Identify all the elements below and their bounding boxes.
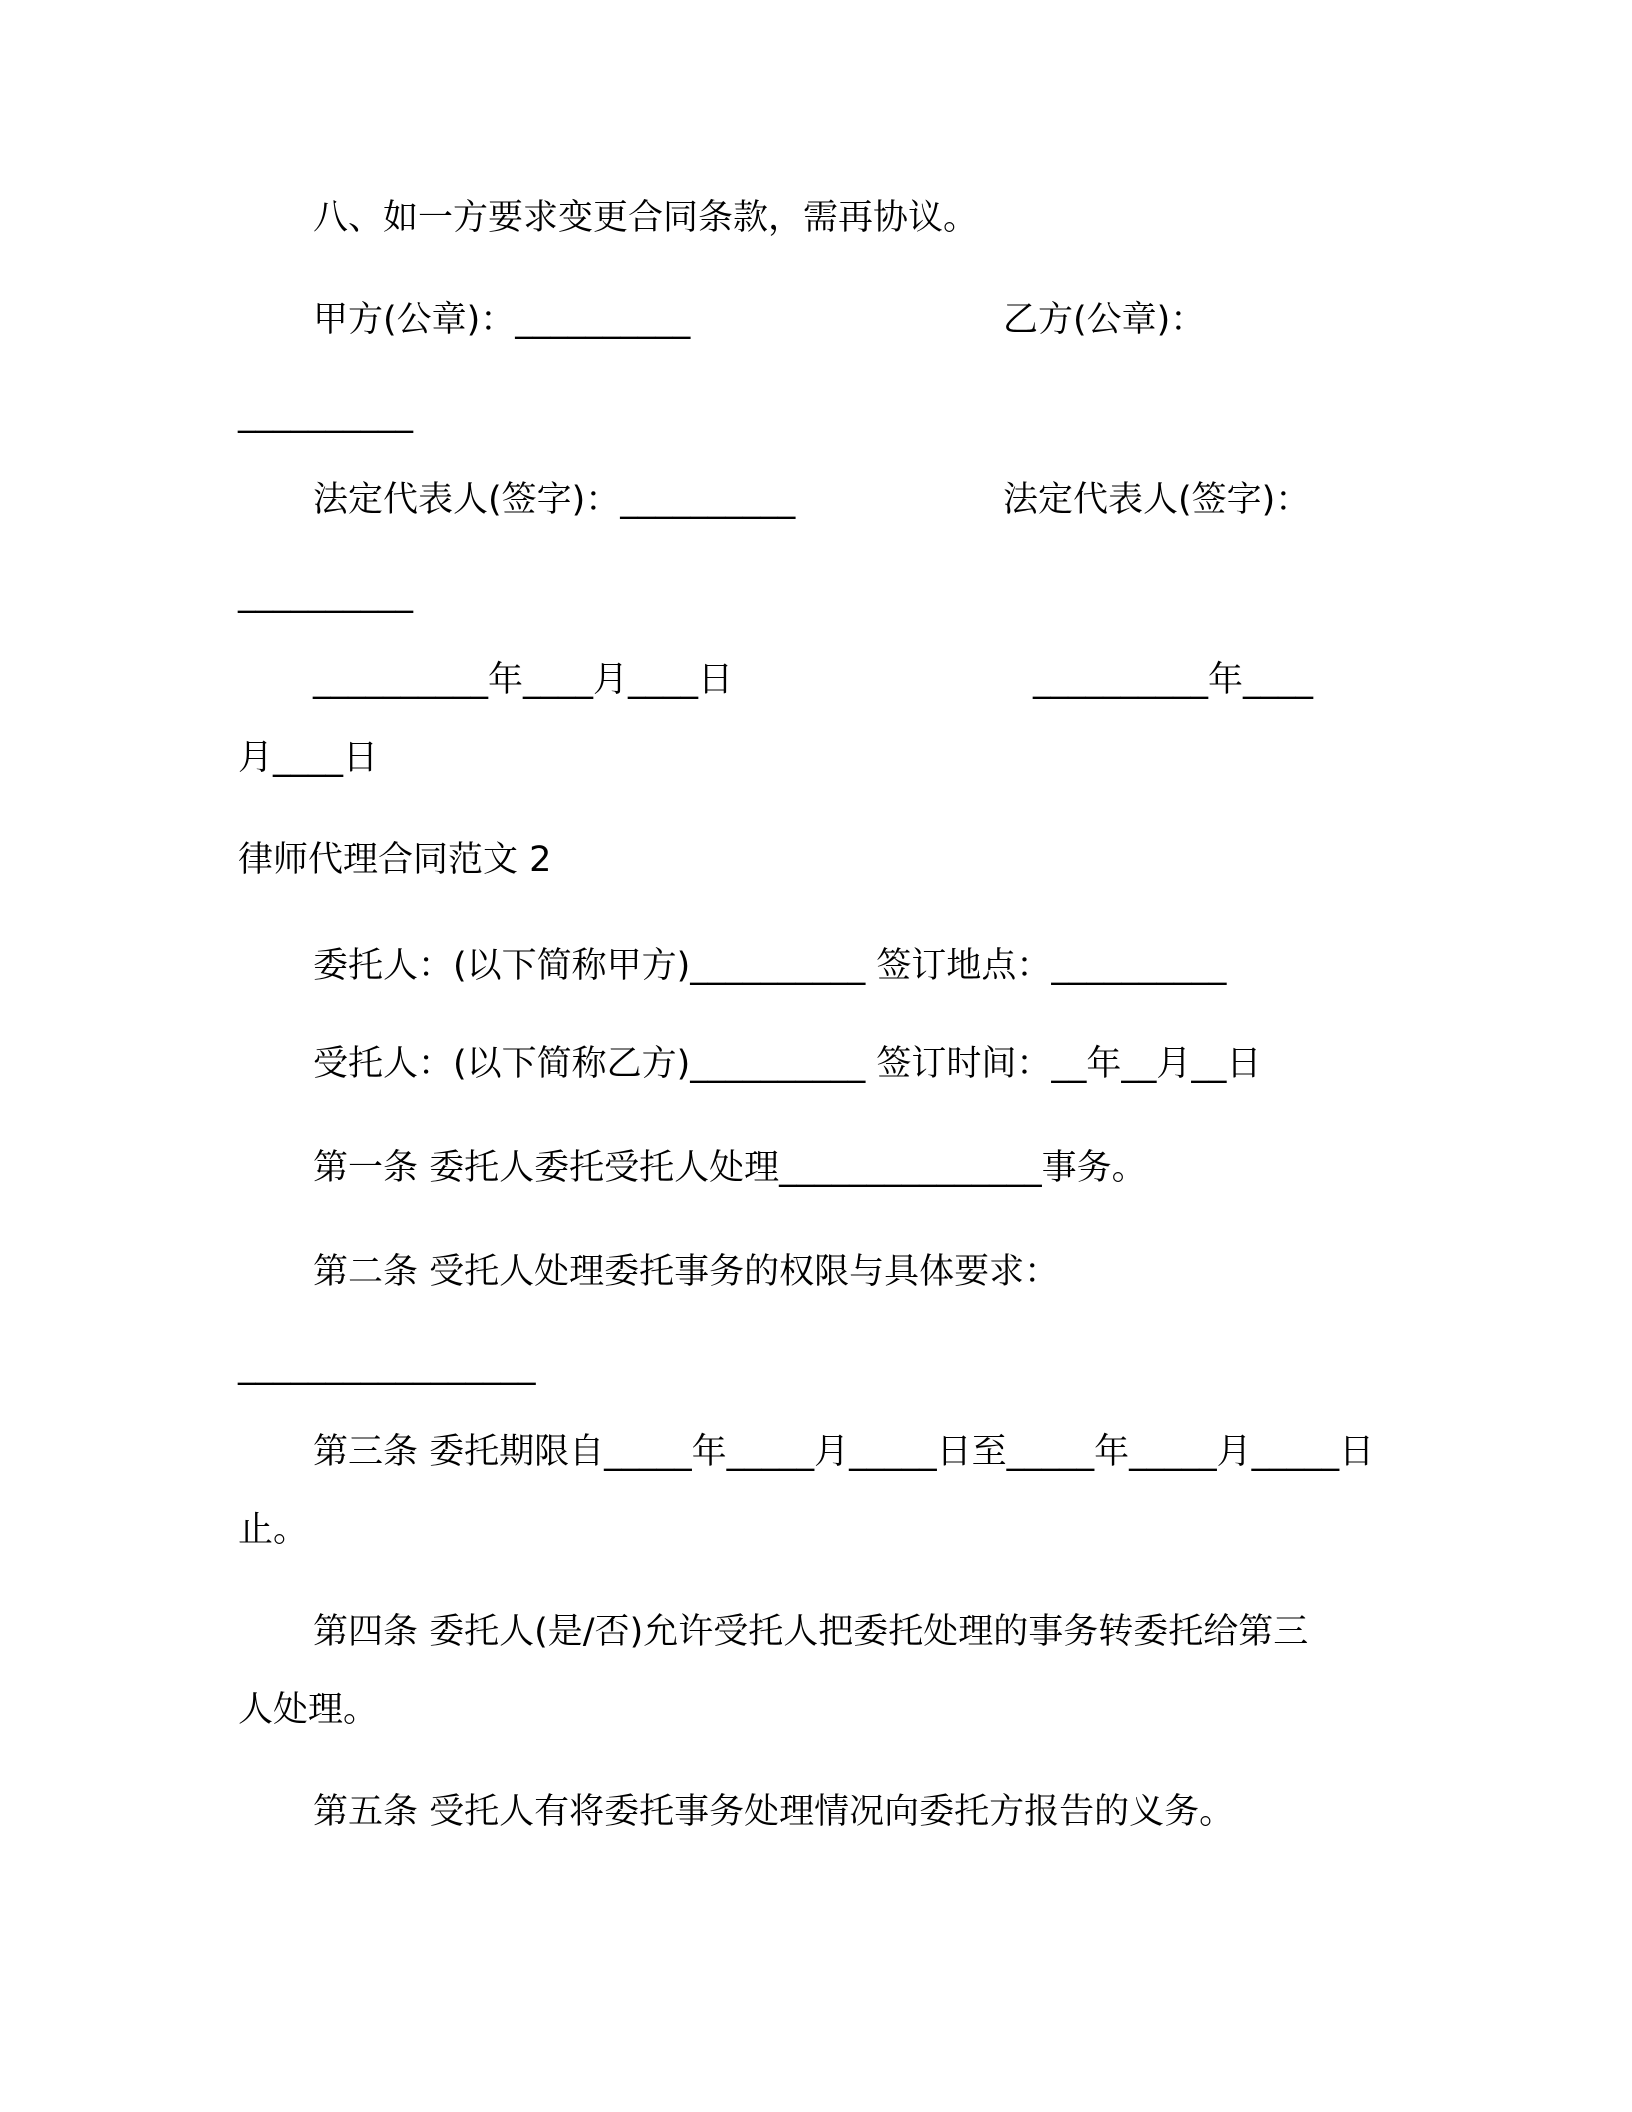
article-2: 第二条 受托人处理委托事务的权限与具体要求： — [313, 1252, 1060, 1292]
party-a-representative: 法定代表人(签字)：__________ — [313, 480, 796, 520]
article-4: 第四条 委托人(是/否)允许受托人把委托处理的事务转委托给第三 — [313, 1612, 1309, 1652]
article-2-blank: _________________ — [238, 1346, 536, 1386]
agent-line: 受托人：(以下简称乙方)__________ 签订时间：__年__月__日 — [313, 1044, 1262, 1084]
article-1: 第一条 委托人委托受托人处理_______________事务。 — [313, 1148, 1147, 1188]
party-b-date-continued: 月____日 — [238, 738, 379, 778]
principal-line: 委托人：(以下简称甲方)__________ 签订地点：__________ — [313, 946, 1227, 986]
party-a-seal: 甲方(公章)：__________ — [313, 300, 691, 340]
party-a-date: __________年____月____日 — [313, 660, 734, 700]
party-b-representative: 法定代表人(签字)： — [1003, 480, 1311, 520]
clause-8: 八、如一方要求变更合同条款，需再协议。 — [313, 198, 979, 238]
party-b-seal: 乙方(公章)： — [1003, 300, 1206, 340]
party-b-seal-blank: __________ — [238, 394, 413, 434]
party-b-date: __________年____ — [1033, 660, 1314, 700]
article-5: 第五条 受托人有将委托事务处理情况向委托方报告的义务。 — [313, 1792, 1235, 1832]
party-b-representative-blank: __________ — [238, 574, 413, 614]
section-heading: 律师代理合同范文 2 — [238, 840, 552, 880]
article-3-continued: 止。 — [238, 1510, 309, 1550]
article-3: 第三条 委托期限自_____年_____月_____日至_____年_____月_____日 — [313, 1432, 1375, 1472]
article-4-continued: 人处理。 — [238, 1690, 379, 1730]
